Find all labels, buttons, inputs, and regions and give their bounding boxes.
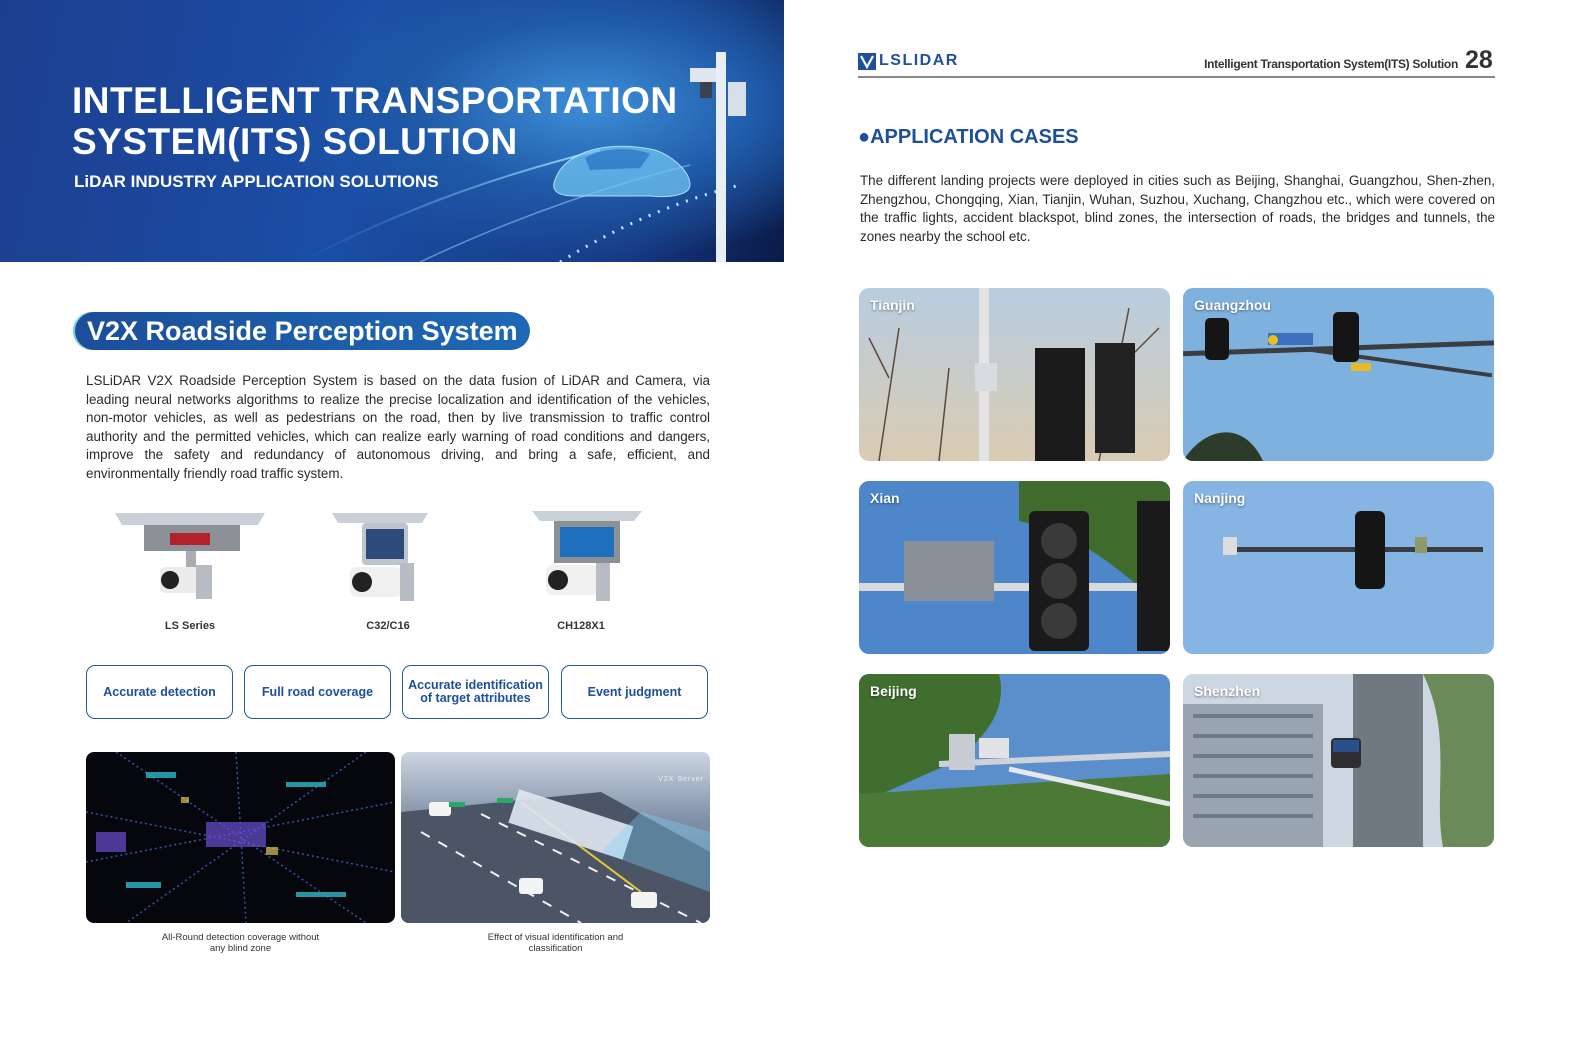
logo-mark-icon bbox=[858, 53, 876, 70]
page-number: 28 bbox=[1465, 46, 1493, 74]
city-label: Guangzhou bbox=[1194, 297, 1271, 313]
product-image-ls-series bbox=[110, 505, 270, 625]
logo-text: LSLIDAR bbox=[879, 52, 959, 69]
product-image-c32-c16 bbox=[310, 505, 470, 625]
feature-accurate-detection: Accurate detection bbox=[86, 665, 233, 719]
bullet-icon: ● bbox=[858, 126, 871, 148]
cases-description: The different landing projects were deployed in cities such as Beijing, Shanghai, Guangzhou, Shen-zhen, Zhengzhou, Chongqing, Xian, Tianjin, Wuhan, Suzhou, Xuchang, Changzhou etc., which were covered on the traffic lights, accident blackspot, blind zones, the intersection of roads, the bridges and tunnels, the zones nearby the school etc. bbox=[860, 173, 1495, 244]
cases-heading: ●APPLICATION CASES bbox=[858, 126, 1079, 148]
figure-caption: Effect of visual identification and classification bbox=[487, 932, 624, 954]
section-title: V2X Roadside Perception System bbox=[73, 312, 530, 350]
city-label: Xian bbox=[870, 490, 900, 506]
v2x-server-label: V2X Server bbox=[658, 776, 704, 783]
city-photo-xian bbox=[859, 481, 1170, 654]
header-divider bbox=[858, 76, 1495, 78]
hero-subtitle: LiDAR INDUSTRY APPLICATION SOLUTIONS bbox=[74, 172, 439, 191]
city-label: Nanjing bbox=[1194, 490, 1246, 506]
product-label: CH128X1 bbox=[557, 620, 605, 632]
city-photo-guangzhou bbox=[1183, 288, 1494, 461]
page-header-title: Intelligent Transportation System(ITS) Solution bbox=[1204, 57, 1458, 71]
brand-logo bbox=[858, 52, 959, 70]
feature-full-road-coverage: Full road coverage bbox=[244, 665, 391, 719]
hero-banner bbox=[0, 0, 784, 262]
product-label: LS Series bbox=[164, 620, 216, 632]
city-photo-nanjing bbox=[1183, 481, 1494, 654]
feature-event-judgment: Event judgment bbox=[561, 665, 708, 719]
city-photo-shenzhen bbox=[1183, 674, 1494, 847]
city-label: Tianjin bbox=[870, 297, 915, 313]
city-photo-tianjin bbox=[859, 288, 1170, 461]
visual-identification-image bbox=[401, 752, 710, 923]
pointcloud-image bbox=[86, 752, 395, 923]
feature-target-attributes: Accurate identification of target attributes bbox=[402, 665, 549, 719]
product-label: C32/C16 bbox=[366, 620, 410, 632]
city-label: Shenzhen bbox=[1194, 683, 1261, 699]
figure-caption: All-Round detection coverage without any blind zone bbox=[161, 932, 320, 954]
hero-title: INTELLIGENT TRANSPORTATION SYSTEM(ITS) SOLUTION bbox=[72, 80, 678, 162]
city-photo-beijing bbox=[859, 674, 1170, 847]
product-image-ch128x1 bbox=[510, 505, 670, 625]
section-intro: LSLiDAR V2X Roadside Perception System is based on the data fusion of LiDAR and Camera, via leading neural networks algorithms to realize the precise localization and identification of the vehicles, non-motor vehicles, as well as pedestrians on the road, then by live transmission to traffic control authority and the permitted vehicles, which can realize early warning of road conditions and dangers, improve the safety and redundancy of autonomous driving, and bring a safe, efficient, and environmentally friendly road traffic system. bbox=[86, 373, 710, 481]
city-label: Beijing bbox=[870, 683, 917, 699]
